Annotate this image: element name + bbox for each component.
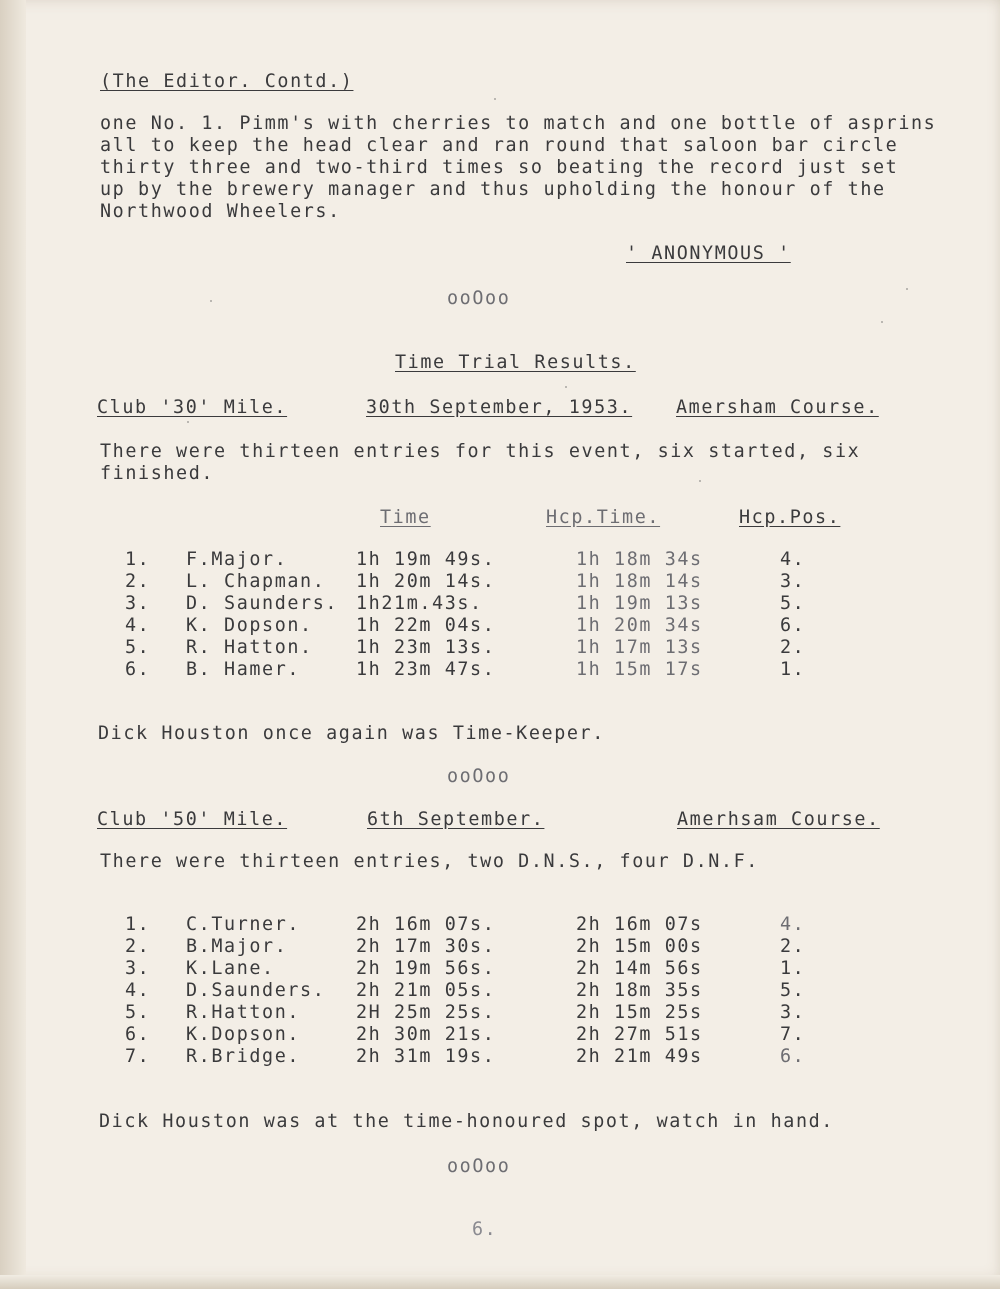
row-rider: D.Saunders. <box>186 980 326 1001</box>
row-hcp-pos: 7. <box>780 1024 806 1045</box>
section-header: (The Editor. Contd.) <box>100 71 354 92</box>
row-time: 2h 21m 05s. <box>356 980 496 1001</box>
row-rider: F.Major. <box>186 549 288 570</box>
divider: ooOoo <box>447 1156 511 1177</box>
row-hcp-time: 2h 18m 35s <box>576 980 703 1001</box>
paper-speck <box>565 386 567 388</box>
intro-line: Northwood Wheelers. <box>100 201 341 222</box>
row-hcp-pos: 6. <box>780 1046 806 1067</box>
signature: ' ANONYMOUS ' <box>626 243 791 264</box>
paper-speck <box>187 421 189 423</box>
row-rider: R. Hatton. <box>186 637 313 658</box>
row-position: 6. <box>125 1024 151 1045</box>
row-position: 3. <box>125 593 151 614</box>
row-hcp-pos: 5. <box>780 593 806 614</box>
row-rider: K.Dopson. <box>186 1024 301 1045</box>
paper-speck <box>210 300 212 302</box>
row-position: 3. <box>125 958 151 979</box>
row-hcp-time: 1h 17m 13s <box>576 637 703 658</box>
paper-speck <box>881 321 883 323</box>
page-number: 6. <box>472 1219 498 1240</box>
club30-date: 30th September, 1953. <box>366 397 633 418</box>
results-title: Time Trial Results. <box>395 352 636 373</box>
row-position: 1. <box>125 914 151 935</box>
club50-course: Amerhsam Course. <box>677 809 880 830</box>
row-time: 2h 16m 07s. <box>356 914 496 935</box>
row-position: 2. <box>125 571 151 592</box>
row-time: 2h 17m 30s. <box>356 936 496 957</box>
row-position: 4. <box>125 980 151 1001</box>
club50-summary: There were thirteen entries, two D.N.S., four D.N.F. <box>100 851 759 872</box>
row-hcp-time: 1h 18m 14s <box>576 571 703 592</box>
row-position: 1. <box>125 549 151 570</box>
paper-speck <box>699 480 701 482</box>
row-hcp-time: 2h 15m 00s <box>576 936 703 957</box>
divider: ooOoo <box>447 766 511 787</box>
row-rider: L. Chapman. <box>186 571 326 592</box>
intro-line: thirty three and two-third times so beating the record just set <box>100 157 899 178</box>
intro-line: all to keep the head clear and ran round that saloon bar circle <box>100 135 899 156</box>
club30-course: Amersham Course. <box>676 397 879 418</box>
row-hcp-time: 2h 27m 51s <box>576 1024 703 1045</box>
club30-summary-line: There were thirteen entries for this event, six started, six <box>100 441 861 462</box>
club30-title: Club '30' Mile. <box>97 397 288 418</box>
row-hcp-time: 1h 18m 34s <box>576 549 703 570</box>
row-position: 4. <box>125 615 151 636</box>
row-position: 6. <box>125 659 151 680</box>
divider: ooOoo <box>447 288 511 309</box>
row-hcp-pos: 1. <box>780 659 806 680</box>
row-hcp-pos: 2. <box>780 936 806 957</box>
row-rider: K.Lane. <box>186 958 275 979</box>
row-rider: R.Hatton. <box>186 1002 301 1023</box>
row-time: 2h 30m 21s. <box>356 1024 496 1045</box>
row-position: 2. <box>125 936 151 957</box>
club50-date: 6th September. <box>367 809 545 830</box>
row-rider: B.Major. <box>186 936 288 957</box>
intro-line: one No. 1. Pimm's with cherries to match and one bottle of asprins <box>100 113 937 134</box>
row-hcp-time: 2h 15m 25s <box>576 1002 703 1023</box>
club50-title: Club '50' Mile. <box>97 809 288 830</box>
row-time: 1h 23m 47s. <box>356 659 496 680</box>
club30-note: Dick Houston once again was Time-Keeper. <box>98 723 605 744</box>
row-rider: K. Dopson. <box>186 615 313 636</box>
row-position: 7. <box>125 1046 151 1067</box>
row-time: 1h 19m 49s. <box>356 549 496 570</box>
intro-line: up by the brewery manager and thus upholding the honour of the <box>100 179 886 200</box>
row-time: 1h 23m 13s. <box>356 637 496 658</box>
row-rider: C.Turner. <box>186 914 301 935</box>
col-header-time: Time <box>380 507 431 528</box>
row-time: 2H 25m 25s. <box>356 1002 496 1023</box>
row-rider: D. Saunders. <box>186 593 339 614</box>
col-header-hcp-time: Hcp.Time. <box>546 507 661 528</box>
row-hcp-time: 2h 14m 56s <box>576 958 703 979</box>
page-edge-shadow-bottom <box>0 1275 1000 1289</box>
page-edge-shadow <box>0 0 26 1289</box>
row-hcp-time: 1h 15m 17s <box>576 659 703 680</box>
paper-speck <box>494 98 496 100</box>
row-time: 1h21m.43s. <box>356 593 483 614</box>
row-hcp-time: 2h 21m 49s <box>576 1046 703 1067</box>
row-position: 5. <box>125 637 151 658</box>
row-time: 1h 22m 04s. <box>356 615 496 636</box>
row-hcp-pos: 1. <box>780 958 806 979</box>
row-hcp-time: 1h 19m 13s <box>576 593 703 614</box>
row-hcp-pos: 4. <box>780 549 806 570</box>
row-hcp-pos: 4. <box>780 914 806 935</box>
row-hcp-pos: 2. <box>780 637 806 658</box>
col-header-hcp-pos: Hcp.Pos. <box>739 507 841 528</box>
club50-note: Dick Houston was at the time-honoured spot, watch in hand. <box>99 1111 834 1132</box>
row-time: 2h 19m 56s. <box>356 958 496 979</box>
row-hcp-pos: 6. <box>780 615 806 636</box>
row-hcp-time: 1h 20m 34s <box>576 615 703 636</box>
row-hcp-pos: 3. <box>780 1002 806 1023</box>
row-rider: B. Hamer. <box>186 659 301 680</box>
row-hcp-time: 2h 16m 07s <box>576 914 703 935</box>
row-position: 5. <box>125 1002 151 1023</box>
row-time: 1h 20m 14s. <box>356 571 496 592</box>
row-rider: R.Bridge. <box>186 1046 301 1067</box>
row-time: 2h 31m 19s. <box>356 1046 496 1067</box>
paper-speck <box>906 288 908 290</box>
club30-summary-line: finished. <box>100 463 215 484</box>
row-hcp-pos: 3. <box>780 571 806 592</box>
row-hcp-pos: 5. <box>780 980 806 1001</box>
